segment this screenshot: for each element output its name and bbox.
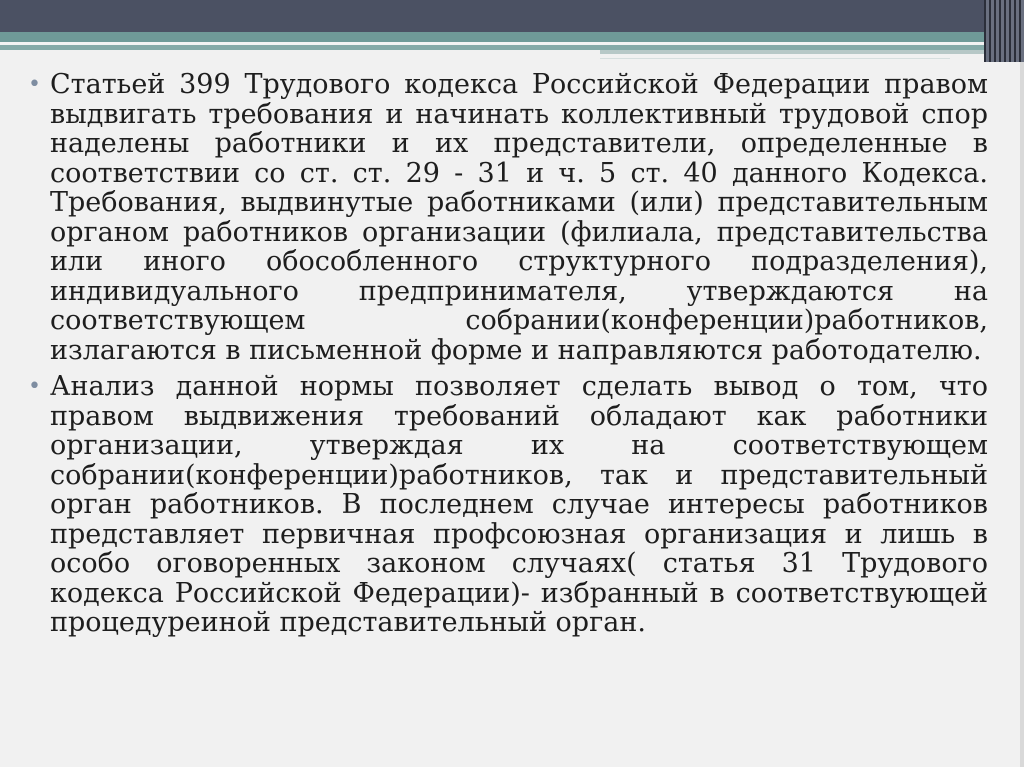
slide-header-decoration xyxy=(0,0,1024,62)
paragraph-text: Статьей 399 Трудового кодекса Российской Федерации правом выдвигать требования и начинать коллективный трудовой спор наделены работники и их представители, определенные в соответствии со ст. ст. 29 - 31 и ч. 5 ст. 40 данного Кодекса. Требования, выдвинутые работниками (или) представительным органом работников организации (филиала, представительства или иного обособленного структурного подразделения), индивидуального предпринимателя, утверждаются на соответствующем собрании(конференции)работников, излагаются в письменной форме и направляются работодателю. xyxy=(50,69,988,366)
header-accent-line xyxy=(600,50,1024,54)
slide-content xyxy=(28,70,988,645)
header-teal-band xyxy=(0,32,1024,42)
bullet-icon: • xyxy=(28,374,41,399)
header-stripes-decoration xyxy=(984,0,1024,62)
bullet-paragraph-2 xyxy=(28,372,988,638)
paragraph-text: Анализ данной нормы позволяет сделать вывод о том, что правом выдвижения требований обладают как работники организации, утверждая их на соответствующем собрании(конференции)работников, так и представительный орган работников. В последнем случае интересы работников представляет первичная профсоюзная организация и лишь в особо оговоренных законом случаях( статья 31 Трудового кодекса Российской Федерации)- избранный в соответствующей процедуреиной представительный орган. xyxy=(50,371,988,638)
bullet-paragraph-1 xyxy=(28,70,988,365)
header-thin-line xyxy=(600,58,950,59)
bullet-icon: • xyxy=(28,72,41,97)
header-dark-band xyxy=(0,0,1024,32)
slide-right-edge xyxy=(1020,62,1024,767)
